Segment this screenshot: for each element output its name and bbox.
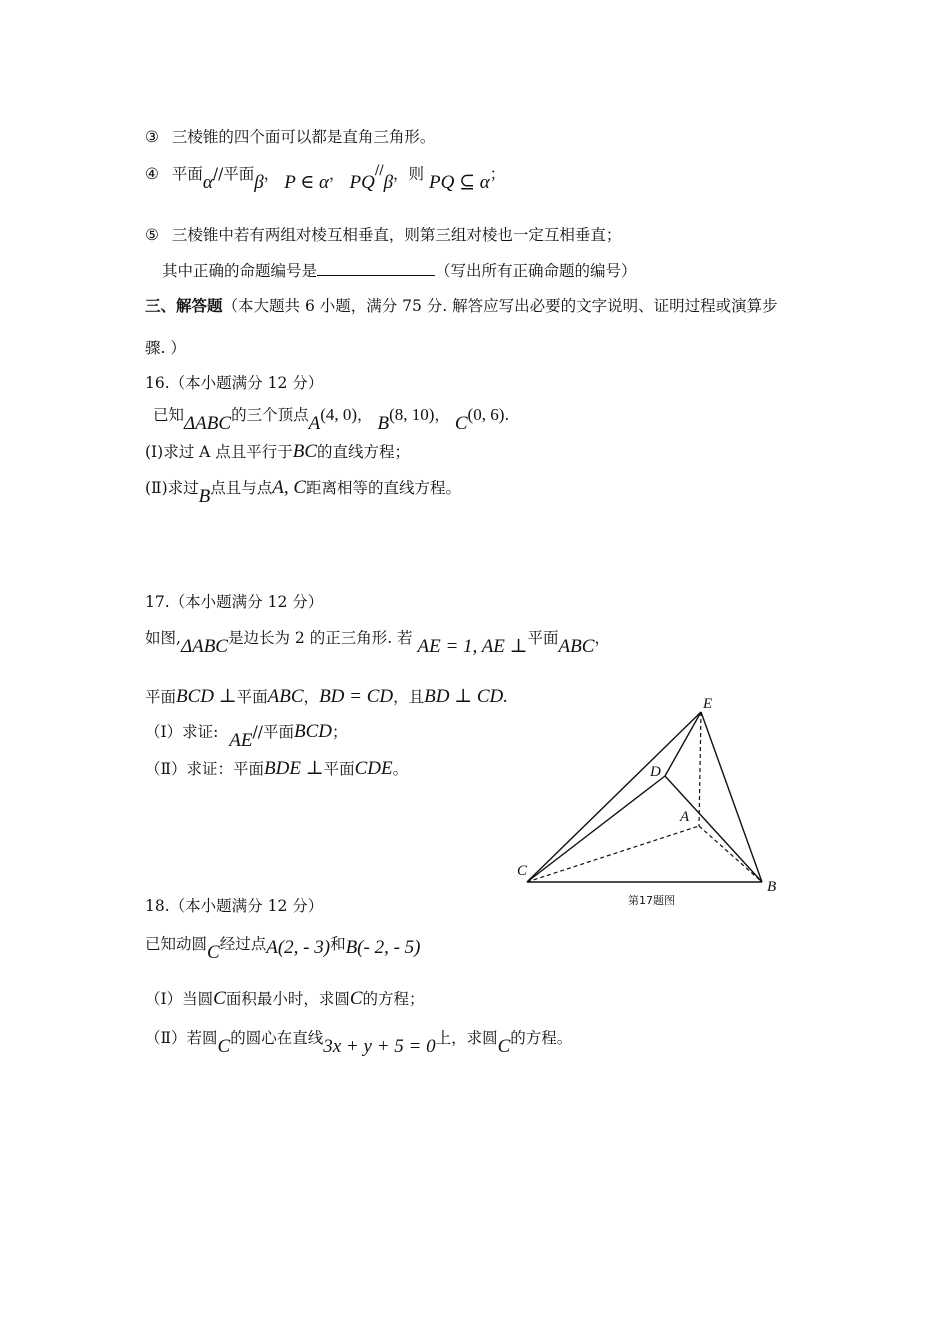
section-title: 三、解答题 — [145, 296, 223, 315]
text: ，且 — [393, 688, 425, 706]
question-18-part-1 — [145, 988, 425, 1010]
text: 的圆心在直线 — [230, 1029, 324, 1047]
question-16-part-1 — [145, 441, 410, 463]
statement-4 — [145, 163, 506, 193]
math-beta: β — [383, 172, 394, 193]
math-point-a: A(2, - 3) — [266, 937, 331, 958]
parallel-symbol: // — [374, 163, 384, 178]
answer-line — [162, 259, 637, 282]
coord-a: (4, 0) — [320, 405, 358, 424]
section-description: （本大题共 6 小题，满分 75 分. 解答应写出必要的文字说明、证明过程或演算步 — [222, 297, 778, 315]
text: 平面 — [323, 760, 355, 778]
figure-17 — [505, 690, 795, 915]
math-bde-perp: BDE ⊥ — [264, 758, 324, 779]
edge-ce — [527, 712, 701, 882]
question-17-line-1 — [145, 627, 610, 657]
math-triangle-abc: ΔABC — [180, 636, 228, 657]
math-point-c: C — [454, 413, 468, 434]
text: 和 — [330, 935, 346, 953]
math-c: C — [213, 988, 226, 1009]
section-header-cont — [145, 337, 186, 359]
edge-db — [665, 776, 762, 882]
statement-3 — [145, 126, 435, 148]
text: （Ⅱ）若圆 — [145, 1029, 218, 1047]
math-c: C — [349, 988, 363, 1009]
coord-c: (0, 6) — [467, 405, 505, 424]
label-e: E — [703, 696, 713, 712]
text: . — [504, 406, 510, 424]
question-header: 18.（本小题满分 12 分） — [145, 897, 324, 915]
edge-ea-hidden — [699, 712, 701, 826]
statement-number: ④ — [145, 165, 159, 183]
text: ， — [357, 406, 373, 424]
text: 已知 — [153, 406, 185, 424]
text: 如图, — [145, 629, 181, 647]
math-bcd-perp: BCD ⊥ — [176, 686, 237, 707]
text: ， — [303, 688, 320, 706]
text: 的三个顶点 — [231, 406, 309, 424]
text: 已知动圆 — [145, 935, 208, 953]
statement-text: 三棱锥的四个面可以都是直角三角形。 — [171, 128, 436, 146]
text: 的方程； — [362, 990, 425, 1008]
text: 点且与点 — [210, 479, 273, 497]
answer-hint: （写出所有正确命题的编号） — [435, 262, 637, 280]
math-pq-subset-alpha: PQ ⊆ α — [429, 172, 490, 193]
text-then: ，则 — [393, 165, 425, 183]
statement-number: ③ — [145, 128, 159, 146]
math-c: C — [207, 942, 220, 963]
section-description-cont: 骤. ） — [145, 339, 186, 357]
question-header: 16.（本小题满分 12 分） — [145, 374, 324, 392]
math-bc: BC — [292, 441, 318, 462]
math-abc: ABC — [558, 636, 595, 657]
text: ， — [434, 406, 450, 424]
question-18-part-2 — [145, 1027, 573, 1057]
text: （Ⅱ）求证：平面 — [145, 760, 265, 778]
coord-b: (8, 10) — [389, 405, 435, 424]
answer-blank — [317, 259, 435, 276]
label-b: B — [767, 879, 777, 895]
text: 是边长为 2 的正三角形. 若 — [227, 629, 413, 647]
text: ； — [331, 723, 348, 741]
text: 平面 — [527, 629, 559, 647]
edge-eb — [701, 712, 762, 882]
separator: ， — [329, 165, 345, 183]
text: （Ⅰ）求证: — [145, 723, 219, 741]
text: //平面 — [252, 723, 294, 741]
text: 。 — [392, 760, 409, 778]
text: 平面 — [145, 688, 177, 706]
question-18-header — [145, 895, 323, 917]
answer-prompt: 其中正确的命题编号是 — [162, 262, 318, 280]
math-c: C — [217, 1036, 231, 1057]
text-end: ； — [489, 165, 506, 183]
math-triangle-abc: ΔABC — [184, 413, 232, 434]
statement-5 — [145, 224, 621, 246]
text: （Ⅰ）当圆 — [145, 990, 214, 1008]
text-plane: 平面 — [171, 165, 203, 183]
edge-cd — [527, 776, 665, 882]
statement-number: ⑤ — [145, 226, 159, 244]
math-alpha: α — [202, 172, 213, 193]
math-bd-eq-cd: BD = CD — [319, 686, 394, 707]
label-c: C — [517, 863, 528, 879]
text: 的方程。 — [510, 1029, 573, 1047]
label-a: A — [680, 809, 690, 825]
text: (Ⅰ)求过 A 点且平行于 — [145, 443, 293, 461]
question-17-header — [145, 591, 323, 613]
math-b: B — [198, 486, 211, 507]
question-17-line-2 — [145, 686, 508, 708]
separator: ， — [263, 165, 280, 183]
math-a-c: A, C — [272, 477, 307, 498]
question-18-line-1 — [145, 933, 421, 963]
edge-ca-hidden — [527, 826, 699, 882]
statement-text: 三棱锥中若有两组对棱互相垂直，则第三组对棱也一定互相垂直； — [171, 226, 622, 244]
text-parallel-plane: //平面 — [212, 165, 255, 183]
question-header: 17.（本小题满分 12 分） — [145, 593, 324, 611]
math-bcd: BCD — [293, 721, 332, 742]
text: 平面 — [236, 688, 268, 706]
label-d: D — [650, 764, 661, 780]
text: (Ⅱ)求过 — [145, 479, 199, 497]
math-abc: ABC — [267, 686, 304, 707]
math-c: C — [497, 1036, 511, 1057]
figure-caption: 第17题图 — [628, 894, 675, 907]
math-p-in-alpha: P ∈ α — [284, 172, 330, 193]
math-pq: PQ — [349, 172, 375, 193]
math-point-b: B — [377, 413, 390, 434]
text: 经过点 — [219, 935, 267, 953]
question-16-intro — [153, 404, 510, 434]
question-17-part-2 — [145, 758, 408, 780]
question-17-part-1 — [145, 721, 348, 751]
math-ae: AE — [229, 730, 253, 751]
math-bd-perp-cd: BD ⊥ CD. — [424, 686, 508, 707]
math-point-b: B(- 2, - 5) — [345, 937, 421, 958]
math-cde: CDE — [354, 758, 393, 779]
text: 面积最小时，求圆 — [225, 990, 350, 1008]
text: ， — [594, 629, 610, 647]
text: 的直线方程； — [317, 443, 411, 461]
text: 距离相等的直线方程。 — [306, 479, 462, 497]
math-beta: β — [254, 172, 264, 193]
text: 上，求圆 — [435, 1029, 498, 1047]
question-16-header — [145, 372, 323, 394]
question-16-part-2 — [145, 477, 462, 507]
math-point-a: A — [308, 413, 321, 434]
math-line-equation: 3x + y + 5 = 0 — [323, 1036, 436, 1057]
edge-de — [665, 712, 701, 776]
section-header — [145, 295, 778, 317]
math-ae-perp: AE = 1, AE ⊥ — [417, 636, 528, 657]
